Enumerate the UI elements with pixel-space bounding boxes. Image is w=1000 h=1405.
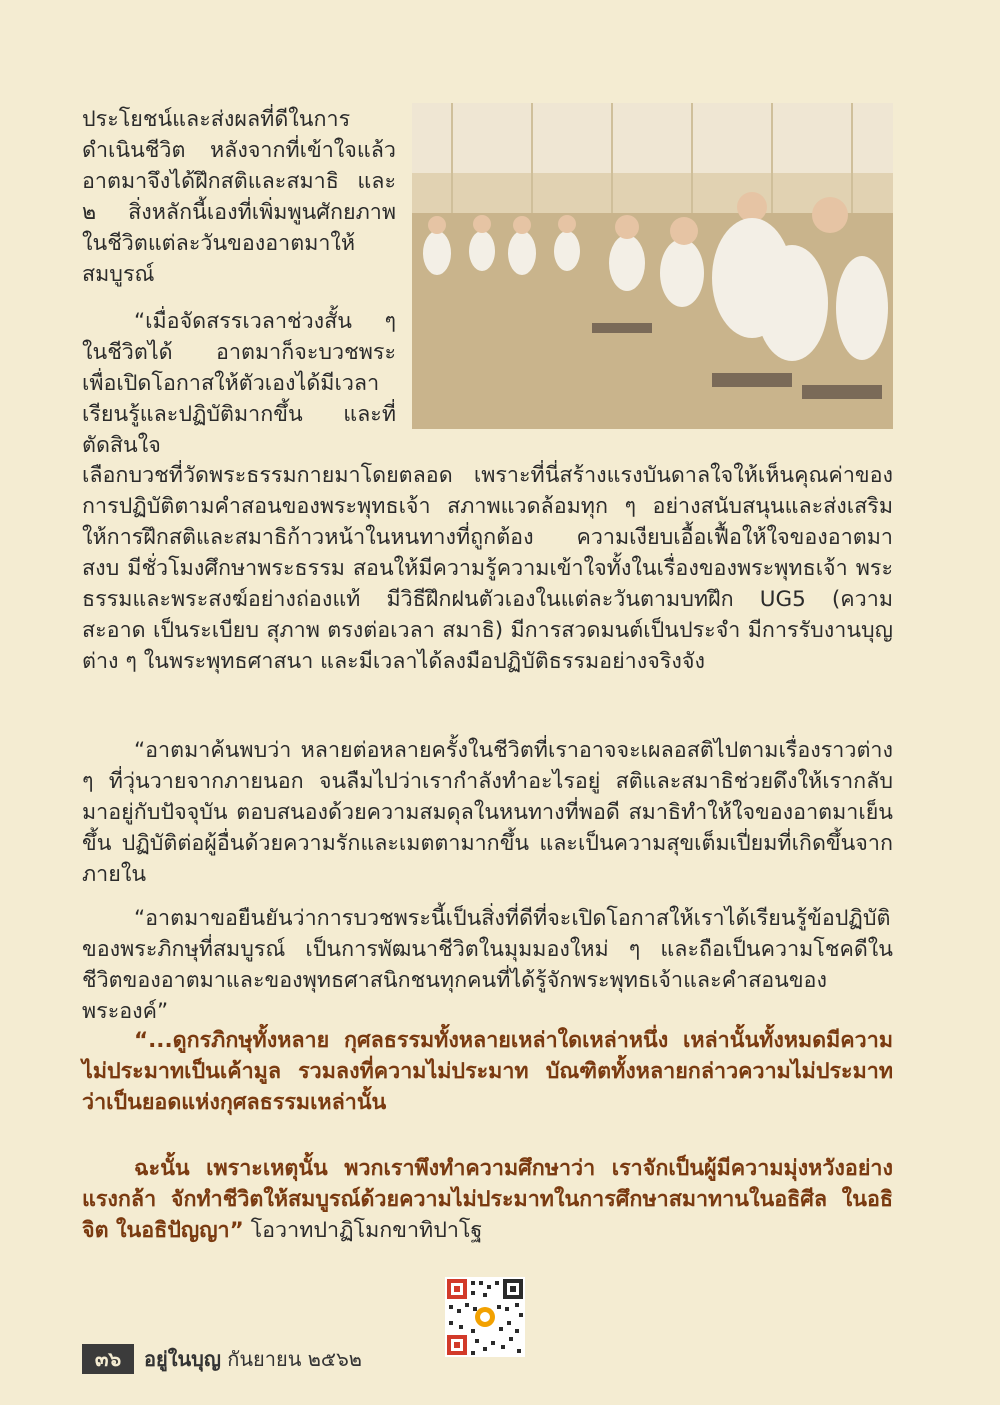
paragraph-4: “อาตมาขอยืนยันว่าการบวชพระนี้เป็นสิ่งที่ดีที่จะเปิดโอกาสให้เราได้เรียนรู้ข้อปฏิบัติของพระภิกษุที่สมบูรณ์ เป็นการพัฒนาชีวิตในมุมมองใหม่ ๆ และถือเป็นความโชคดีในชีวิตของอาตมาและของพุทธศาสนิกชนทุกคนที่ได้รู้จักพระพุทธเจ้าและคำสอนของพระองค์” — [82, 906, 893, 1024]
paragraph-2-start: “เมื่อจัดสรรเวลาช่วงสั้น ๆ ในชีวิตได้ อาตมาก็จะบวชพระ เพื่อเปิดโอกาสให้ตัวเองได้มีเวลาเรียนรู้และปฏิบัติมากขึ้น และที่ตัดสินใจ — [82, 309, 396, 458]
page-number: ๓๖ — [82, 1344, 134, 1374]
magazine-issue: กันยายน ๒๕๖๒ — [220, 1347, 362, 1371]
qr-code[interactable] — [445, 1277, 525, 1357]
paragraph-3: “อาตมาค้นพบว่า หลายต่อหลายครั้งในชีวิตที่เราอาจจะเผลอสติไปตามเรื่องราวต่าง ๆ ที่วุ่นวายจากภายนอก จนลืมไปว่าเรากำลังทำอะไรอยู่ สติและสมาธิช่วยดึงให้เรากลับมาอยู่กับปัจจุบัน ตอบสนองด้วยความสมดุลในหนทางที่พอดี สมาธิทำให้ใจของอาตมาเย็นขึ้น ปฏิบัติต่อผู้อื่นด้วยความรักและเมตตามากขึ้น และเป็นความสุขเต็มเปี่ยมที่เกิดขึ้นจากภายใน — [82, 738, 893, 887]
buddha-quote-2 — [82, 1153, 893, 1246]
buddha-quote-1: “...ดูกรภิกษุทั้งหลาย กุศลธรรมทั้งหลายเหล่าใดเหล่าหนึ่ง เหล่านั้นทั้งหมดมีความไม่ประมาทเป็นเค้ามูล รวมลงที่ความไม่ประมาท บัณฑิตทั้งหลายกล่าวความไม่ประมาทว่าเป็นยอดแห่งกุศลธรรมเหล่านั้น — [82, 1028, 893, 1115]
quote-source: โอวาทปาฏิโมกขาทิปาโฐ — [243, 1218, 483, 1243]
buddha-quote-2-text: ฉะนั้น เพราะเหตุนั้น พวกเราพึงทำความศึกษาว่า เราจักเป็นผู้มีความมุ่งหวังอย่างแรงกล้า จักทำชีวิตให้สมบูรณ์ด้วยความไม่ประมาทในการศึกษาสมาทานในอธิศีล ในอธิจิต ในอธิปัญญา” — [82, 1156, 893, 1243]
magazine-name: อยู่ในบุญ — [144, 1347, 221, 1371]
magazine-footer — [144, 1344, 362, 1374]
meditation-photo — [412, 103, 893, 429]
paragraph-1: ประโยชน์และส่งผลที่ดีในการดำเนินชีวิต หลังจากที่เข้าใจแล้ว อาตมาจึงได้ฝึกสติและสมาธิ และ ๒ สิ่งหลักนี้เองที่เพิ่มพูนศักยภาพในชีวิตแต่ละวันของอาตมาให้สมบูรณ์ — [82, 107, 396, 287]
paragraph-2-continued: เลือกบวชที่วัดพระธรรมกายมาโดยตลอด เพราะที่นี่สร้างแรงบันดาลใจให้เห็นคุณค่าของการปฏิบัติตามคำสอนของพระพุทธเจ้า สภาพแวดล้อมทุก ๆ อย่างสนับสนุนและส่งเสริมให้การฝึกสติและสมาธิก้าวหน้าในหนทางที่ถูกต้อง ความเงียบเอื้อเฟื้อให้ใจของอาตมาสงบ มีชั่วโมงศึกษาพระธรรม สอนให้มีความรู้ความเข้าใจทั้งในเรื่องของพระพุทธเจ้า พระธรรมและพระสงฆ์อย่างถ่องแท้ มีวิธีฝึกฝนตัวเองในแต่ละวันตามบทฝึก UG5 (ความสะอาด เป็นระเบียบ สุภาพ ตรงต่อเวลา สมาธิ) มีการสวดมนต์เป็นประจำ มีการรับงานบุญต่าง ๆ ในพระพุทธศาสนา และมีเวลาได้ลงมือปฏิบัติธรรมอย่างจริงจัง — [82, 463, 893, 674]
